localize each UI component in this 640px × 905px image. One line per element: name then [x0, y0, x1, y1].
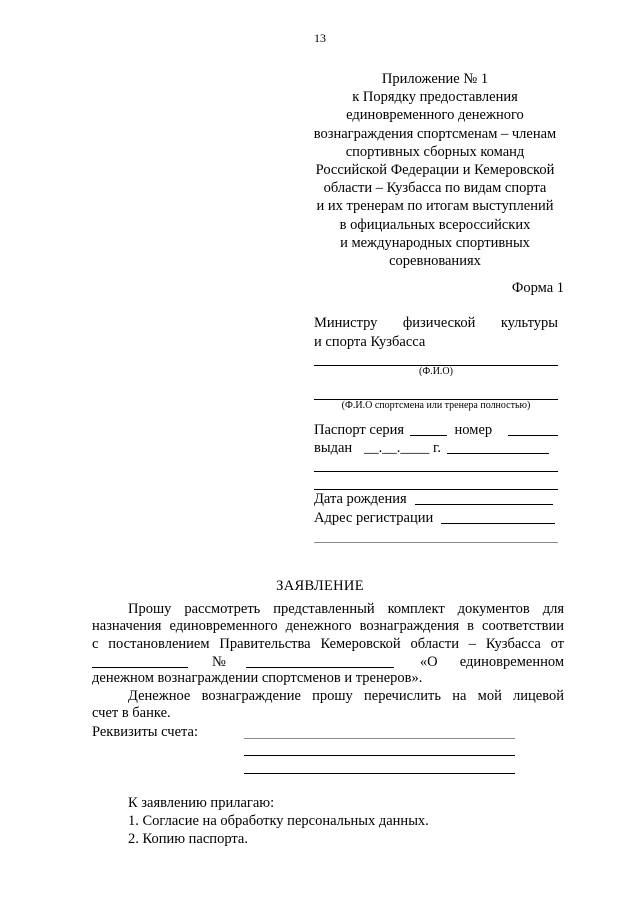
decree-line-2: денежном вознаграждении спортсменов и тренеров». — [92, 670, 423, 686]
requisites-line[interactable] — [244, 738, 515, 739]
appendix-line: в официальных всероссийских — [339, 216, 531, 233]
appendix-line: Приложение № 1 — [381, 71, 489, 87]
decree-date-field[interactable] — [92, 653, 188, 668]
addressee-word: Министру — [314, 315, 378, 331]
issued-row — [314, 438, 558, 457]
paragraph-line: Денежное вознаграждение прошу перечислить на мой лицевой — [128, 688, 564, 704]
fio-caption: (Ф.И.О) — [418, 366, 453, 377]
appendix-line: области – Кузбасса по видам спорта — [323, 180, 547, 197]
attachment-item: 2. Копию паспорта. — [128, 831, 248, 847]
decree-number-field[interactable] — [246, 653, 394, 668]
paragraph-line: счет в банке. — [92, 705, 171, 722]
passport-number-field[interactable] — [508, 421, 558, 436]
statement-paragraph-2 — [92, 688, 564, 723]
appendix-line: к Порядку предоставления — [352, 89, 518, 106]
decree-quote: «О единовременном — [419, 654, 564, 670]
decree-row — [92, 653, 564, 671]
passport-number-label: номер — [454, 422, 493, 438]
addressee-line-1 — [314, 314, 558, 333]
requisites-line[interactable] — [244, 773, 515, 774]
appendix-header — [300, 70, 570, 270]
registration-row — [314, 508, 558, 527]
addressee-word: культуры — [500, 315, 558, 331]
registration-field[interactable] — [441, 509, 555, 524]
page-number: 13 — [314, 31, 326, 45]
appendix-line: Российской Федерации и Кемеровской — [315, 162, 555, 179]
appendix-line: и их тренерам по итогам выступлений — [316, 198, 554, 215]
paragraph-line: Прошу рассмотреть представленный комплект документов для — [128, 601, 564, 617]
birth-date-field[interactable] — [415, 490, 553, 505]
appendix-line: вознаграждения спортсменам – членам — [313, 125, 557, 142]
passport-series-field[interactable] — [410, 421, 446, 436]
paragraph-line: назначения единовременного денежного вознаграждения в соответствии — [92, 618, 564, 635]
attachments-intro: К заявлению прилагаю: — [128, 795, 275, 811]
form-label: Форма 1 — [511, 280, 564, 296]
appendix-line: и международных спортивных — [340, 234, 530, 251]
appendix-line: спортивных сборных команд — [345, 143, 525, 160]
registration-line-2[interactable] — [314, 542, 558, 543]
passport-row — [314, 420, 558, 439]
appendix-line: единовременного денежного — [346, 107, 524, 124]
attachment-item: 1. Согласие на обработку персональных данных. — [128, 813, 429, 829]
decree-number-sign: № — [212, 654, 226, 670]
athlete-fio-caption: (Ф.И.О спортсмена или тренера полностью) — [341, 400, 531, 411]
statement-paragraph-1 — [92, 601, 564, 653]
paragraph-line: с постановлением Правительства Кемеровской области – Кузбасса от — [92, 635, 564, 652]
addressee-block — [314, 314, 558, 352]
requisites-label: Реквизиты счета: — [92, 724, 199, 740]
issued-label: выдан — [314, 440, 353, 456]
issued-by-field[interactable] — [447, 439, 549, 454]
addressee-line-2: и спорта Кузбасса — [314, 334, 426, 350]
requisites-line[interactable] — [244, 755, 515, 756]
appendix-line: соревнованиях — [389, 253, 481, 270]
addressee-word: физической — [402, 315, 476, 331]
passport-series-label: Паспорт серия — [314, 422, 405, 438]
birth-date-row — [314, 489, 558, 508]
issued-by-line[interactable] — [314, 471, 558, 472]
issued-date-field[interactable]: __.__.____ г. — [364, 440, 441, 456]
birth-date-label: Дата рождения — [314, 491, 407, 507]
registration-label: Адрес регистрации — [314, 510, 434, 526]
statement-title: ЗАЯВЛЕНИЕ — [276, 578, 364, 594]
decree-quote-wrap — [420, 654, 564, 671]
